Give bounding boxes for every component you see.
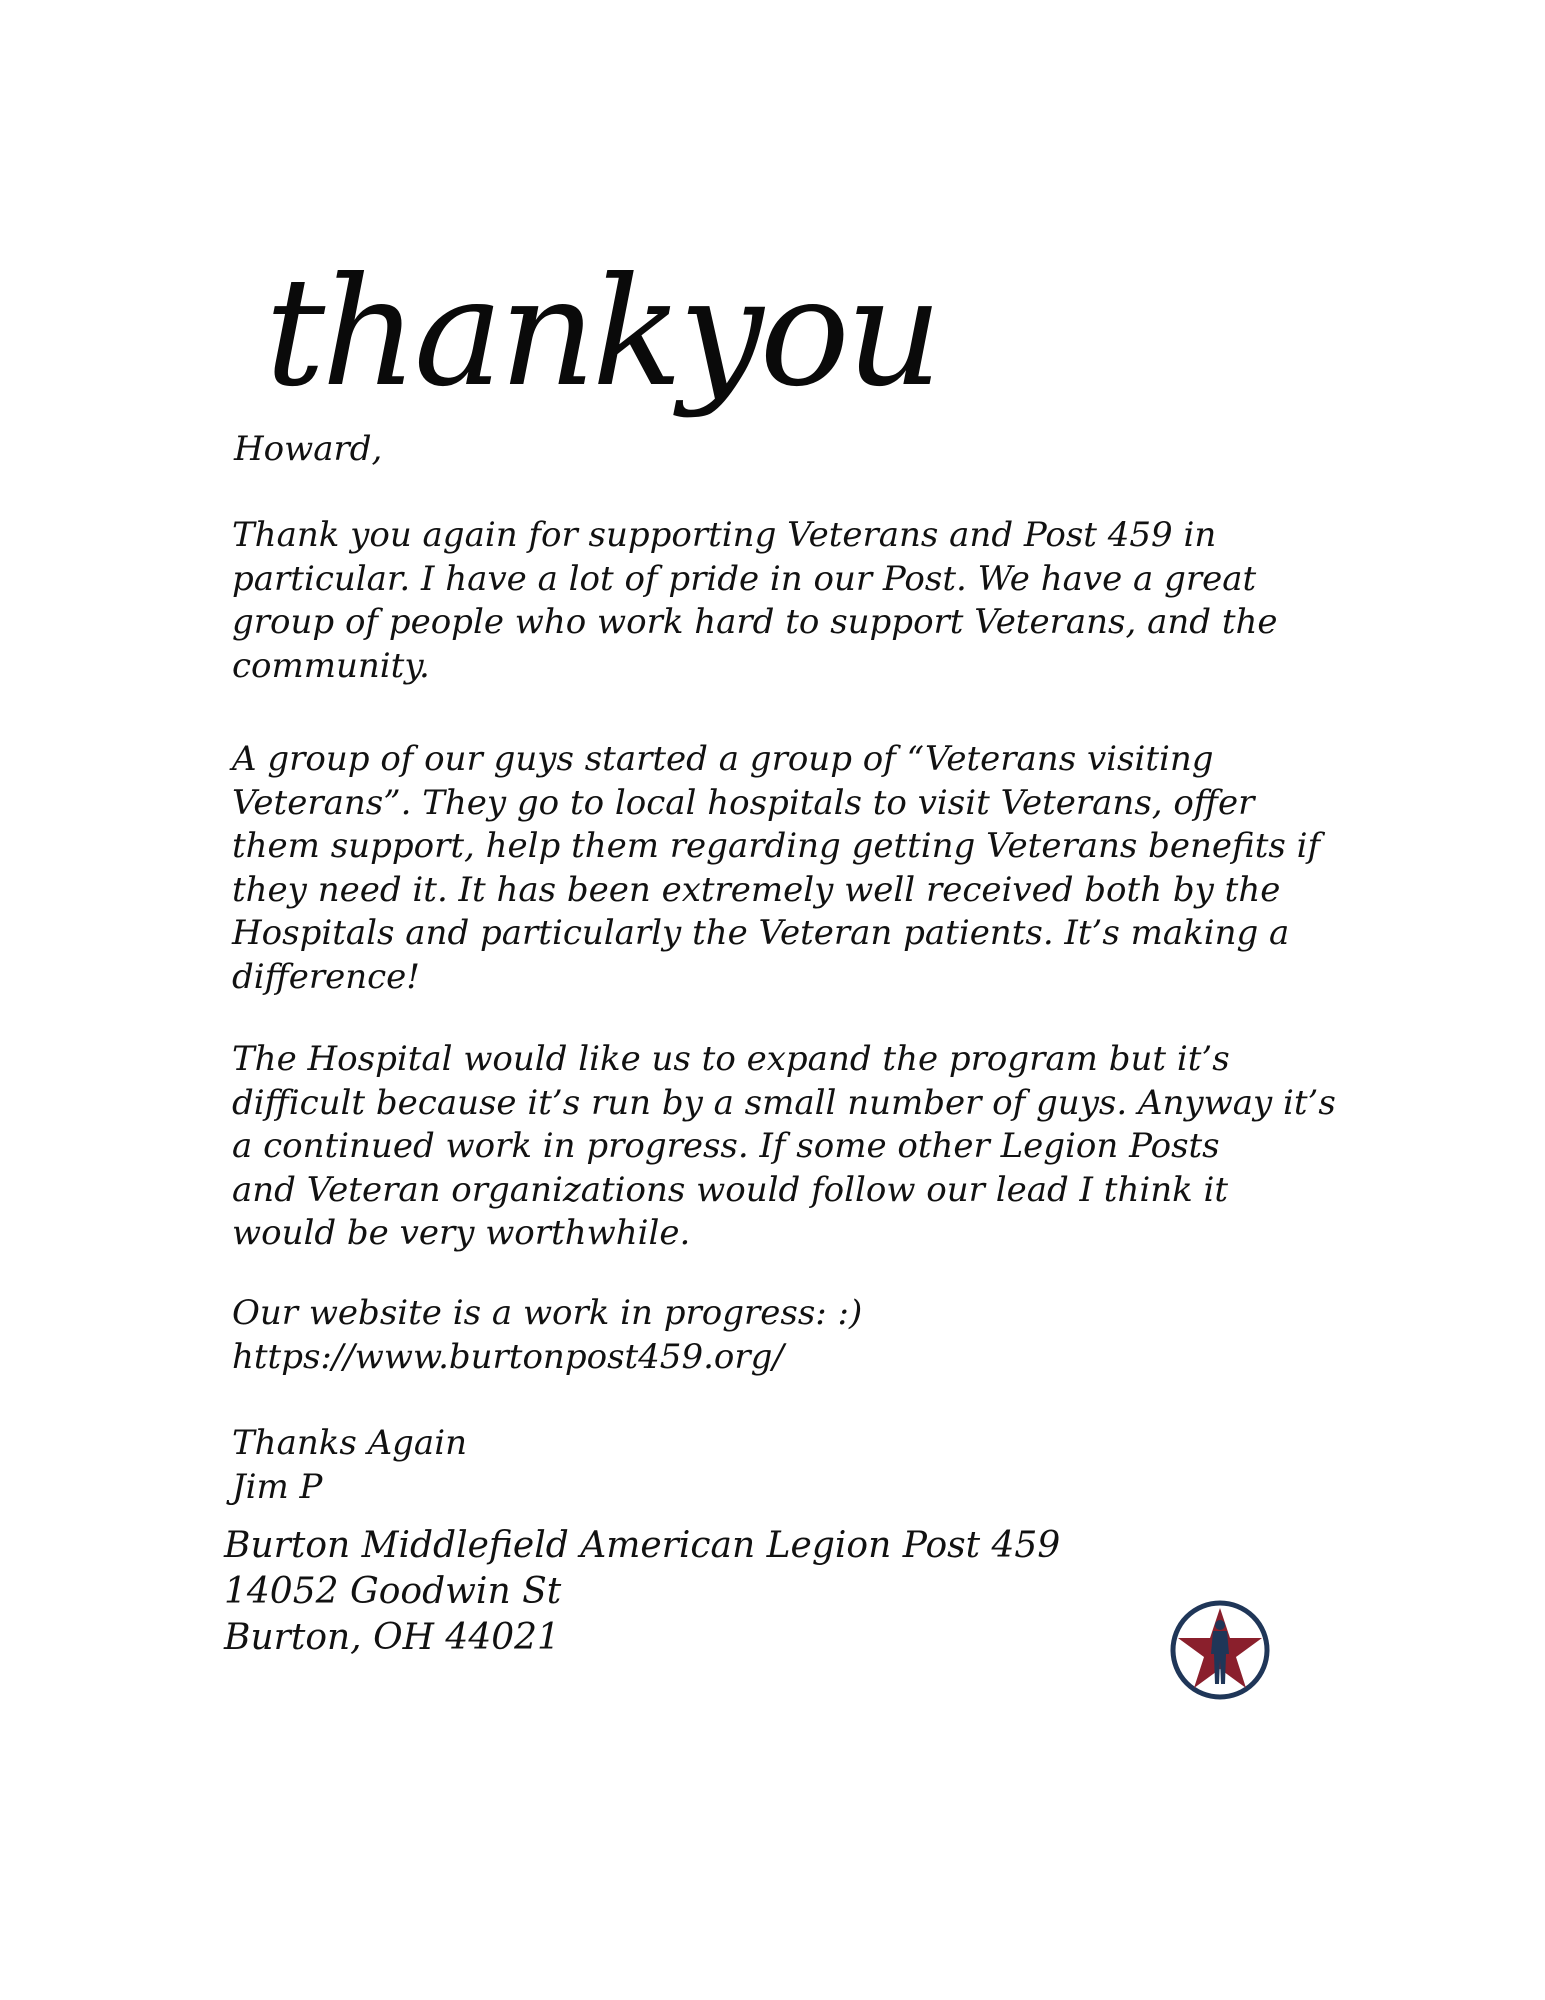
paragraph-line: and Veteran organizations would follow our lead I think it	[232, 1169, 1229, 1210]
address-line-city: Burton, OH 44021	[224, 1617, 560, 1658]
paragraph-line: group of people who work hard to support Veterans, and the	[232, 602, 1278, 642]
address-line-street: 14052 Goodwin St	[224, 1571, 562, 1612]
closing-text: Thanks Again	[232, 1423, 467, 1463]
website-link: https://www.burtonpost459.org/	[232, 1336, 784, 1377]
paragraph-line: them support, help them regarding getting Veterans benefits if	[232, 826, 1321, 866]
paragraph-line: Hospitals and particularly the Veteran patients. It’s making a	[232, 913, 1290, 953]
closing-block	[232, 1422, 467, 1509]
letter-paragraph-2	[232, 738, 1320, 999]
paragraph-line: they need it. It has been extremely well received both by the	[232, 869, 1281, 910]
paragraph-line: The Hospital would like us to expand the program but it’s	[232, 1039, 1230, 1079]
paragraph-line: A group of our guys started a group of “Veterans visiting	[232, 739, 1214, 779]
paragraph-line: a continued work in progress. If some other Legion Posts	[232, 1126, 1220, 1166]
paragraph-line: difficult because it’s run by a small number of guys. Anyway it’s	[232, 1082, 1336, 1123]
paragraph-line: particular. I have a lot of pride in our Post. We have a great	[232, 558, 1257, 599]
signature: Jim P	[232, 1466, 323, 1507]
paragraph-line: community.	[232, 645, 430, 686]
letter-paragraph-3	[232, 1038, 1336, 1256]
paragraph-line: would be very worthwhile.	[232, 1213, 691, 1253]
website-block	[232, 1292, 862, 1379]
letter-paragraph-1	[232, 514, 1278, 688]
paragraph-line: Veterans”. They go to local hospitals to visit Veterans, offer	[232, 782, 1255, 823]
soldier-star-emblem-icon	[1168, 1598, 1272, 1702]
website-note: Our website is a work in progress: :)	[232, 1293, 863, 1333]
paragraph-line: Thank you again for supporting Veterans and Post 459 in	[232, 515, 1217, 555]
post-address	[224, 1523, 1060, 1661]
letter-heading: thankyou	[265, 246, 939, 420]
letter-greeting: Howard,	[234, 429, 383, 469]
address-line-organization: Burton Middlefield American Legion Post 459	[224, 1525, 1061, 1566]
paragraph-line: difference!	[232, 956, 420, 997]
